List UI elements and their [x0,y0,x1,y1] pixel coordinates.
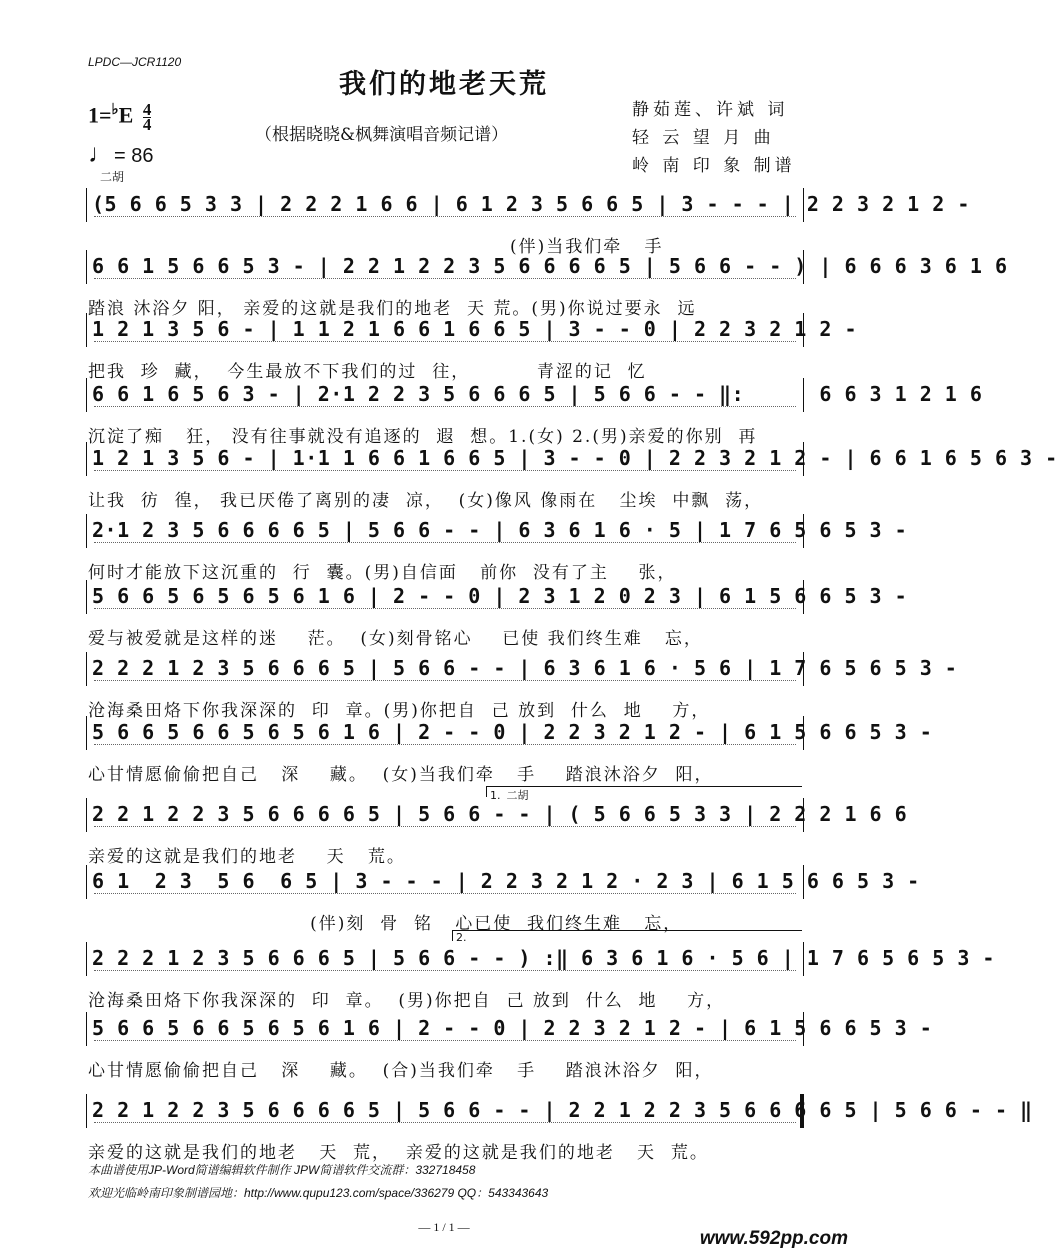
footer-link: 欢迎光临岭南印象制谱园地：http://www.qupu123.com/space/336279 QQ：543343643 [88,1186,549,1200]
score-system [86,931,995,1020]
notation-line: 2 2 2 1 2 3 5 6 6 6 5 | 5 6 6 - - ) :‖ 6 3 6 1 6 · 5 6 | 1 7 6 5 6 5 3 - [92,946,995,970]
barline [86,652,87,686]
lyric-line: 把我 珍 藏， 今生最放不下我们的过 往， 青涩的记 忆 [88,362,647,382]
barline [86,580,87,614]
barline [86,313,87,347]
beam-line [94,970,796,971]
lyric-line: 心甘情愿偷偷把自己 深 藏。 (女)当我们牵 手 踏浪沐浴夕 阳， [88,765,714,785]
barline [86,1094,87,1128]
instrument-label: 二胡 [100,170,125,184]
notation-line: 5 6 6 5 6 5 6 5 6 1 6 | 2 - - 0 | 2 3 1 2 0 2 3 | 6 1 5 6 6 5 3 - [92,584,908,608]
barline [86,442,87,476]
beam-line [94,1040,796,1041]
lyric-line: 沉淀了痴 狂， 没有往事就没有追逐的 遐 想。1.(女) 2.(男)亲爱的你别 再 [88,427,758,447]
credits [632,96,796,180]
notation-line: 1 2 1 3 5 6 - | 1 1 2 1 6 6 1 6 6 5 | 3 - - 0 | 2 2 3 2 1 2 - [92,317,858,341]
second-ending-bracket [452,930,802,944]
key-signature [88,100,151,132]
barline [86,942,87,976]
score-system [86,1012,933,1090]
time-signature [142,99,152,134]
lyric-line: 亲爱的这就是我们的地老 天 荒。 [88,847,406,867]
beam-line [94,278,796,279]
flat-sign: ♭ [111,102,119,118]
barline [86,378,87,412]
beam-line [94,406,796,407]
beam-line [94,341,796,342]
beam-line [94,608,796,609]
tempo-value: = 86 [114,145,154,167]
beam-line [94,744,796,745]
barline [86,250,87,284]
barline [86,188,87,222]
barline [86,865,87,899]
subtitle: （根据晓晓&枫舞演唱音频记谱） [255,125,509,145]
lyric-line: 爱与被爱就是这样的迷 茫。 (女)刻骨铭心 已使 我们终生难 忘， [88,629,703,649]
page-number: — 1 / 1 — [418,1220,470,1234]
barline [86,514,87,548]
barline [86,1012,87,1046]
notation-line: 2 2 1 2 2 3 5 6 6 6 6 5 | 5 6 6 - - | ( 5 6 6 5 3 3 | 2 2 2 1 6 6 [92,802,908,826]
notation-line: 5 6 6 5 6 6 5 6 5 6 1 6 | 2 - - 0 | 2 2 3 2 1 2 - | 6 1 5 6 6 5 3 - [92,720,933,744]
time-top: 4 [142,99,152,119]
lyric-line: 沧海桑田烙下你我深深的 印 章。 (男)你把自 己 放到 什么 地 方， [88,991,726,1011]
beam-line [94,826,796,827]
first-ending-bracket [486,786,802,802]
lyric-line: 亲爱的这就是我们的地老 天 荒， 亲爱的这就是我们的地老 天 荒。 [88,1143,709,1163]
lyric-line: (伴)刻 骨 铭 心已使 我们终生难 忘， [88,914,683,934]
lyric-line: 沧海桑田烙下你我深深的 印 章。(男)你把自 己 放到 什么 地 方， [88,701,711,721]
beam-line [94,1122,796,1123]
notation-line: (5 6 6 5 3 3 | 2 2 2 1 6 6 | 6 1 2 3 5 6 6 5 | 3 - - - | 2 2 3 2 1 2 - [92,192,970,216]
footer-credit: 本曲谱使用JP-Word简谱编辑软件制作 JPW简谱软件交流群：332718458 [88,1163,476,1177]
notation-line: 6 6 1 6 5 6 3 - | 2·1 2 2 3 5 6 6 6 5 | 5 6 6 - - ‖: 6 6 3 1 2 1 6 [92,382,983,406]
notation-line: 2 2 2 1 2 3 5 6 6 6 5 | 5 6 6 - - | 6 3 6 1 6 · 5 6 | 1 7 6 5 6 5 3 - [92,656,958,680]
beam-line [94,470,796,471]
lyric-line: 踏浪 沐浴夕 阳， 亲爱的这就是我们的地老 天 荒。(男)你说过要永 远 [88,299,697,319]
barline [86,716,87,750]
notation-line: 1 2 1 3 5 6 - | 1·1 1 6 6 1 6 6 5 | 3 - - 0 | 2 2 3 2 1 2 - | 6 6 1 6 5 6 3 - [92,446,1058,470]
score-system [86,716,933,794]
notation-line: 2·1 2 3 5 6 6 6 6 5 | 5 6 6 - - | 6 3 6 1 6 · 5 | 1 7 6 5 6 5 3 - [92,518,908,542]
page-title: 我们的地老天荒 [339,69,549,100]
lyric-line: (伴)当我们牵 手 [88,237,664,257]
key-prefix: 1= [88,102,112,128]
notation-line: 2 2 1 2 2 3 5 6 6 6 6 5 | 5 6 6 - - | 2 2 1 2 2 3 5 6 6 6 6 5 | 5 6 6 - - ‖ [92,1098,1033,1122]
score-system [86,442,1058,520]
beam-line [94,893,796,894]
composer: 轻 云 望 月 曲 [632,128,775,148]
beam-line [94,216,796,217]
key-note: E [118,102,134,128]
quarter-note-icon: ♩ [88,138,114,168]
site-watermark: www.592pp.com [699,1228,848,1249]
notation-line: 6 1 2 3 5 6 6 5 | 3 - - - | 2 2 3 2 1 2 · 2 3 | 6 1 5 6 6 5 3 - [92,869,920,893]
tempo [88,138,153,169]
lyricist: 静茹莲、许斌 词 [632,100,789,120]
score-code: LPDC—JCR1120 [88,55,182,69]
lyric-line: 让我 彷 徨， 我已厌倦了离别的凄 凉， (女)像风 像雨在 尘埃 中飘 荡， [88,491,764,511]
score-system [86,580,908,658]
second-ending-label: 2. [456,931,467,944]
ending-instrument-label: 二胡 [506,789,529,802]
first-ending-label: 1. [490,789,501,802]
beam-line [94,680,796,681]
lyric-line: 何时才能放下这沉重的 行 囊。(男)自信面 前你 没有了主 张， [88,563,677,583]
arranger: 岭 南 印 象 制谱 [632,156,796,176]
barline [86,798,87,832]
beam-line [94,542,796,543]
lyric-line: 心甘情愿偷偷把自己 深 藏。 (合)当我们牵 手 踏浪沐浴夕 阳， [88,1061,714,1081]
notation-line: 6 6 1 5 6 6 5 3 - | 2 2 1 2 2 3 5 6 6 6 6 5 | 5 6 6 - - ) | 6 6 6 3 6 1 6 [92,254,1008,278]
time-bottom: 4 [142,114,152,134]
notation-line: 5 6 6 5 6 6 5 6 5 6 1 6 | 2 - - 0 | 2 2 3 2 1 2 - | 6 1 5 6 6 5 3 - [92,1016,933,1040]
